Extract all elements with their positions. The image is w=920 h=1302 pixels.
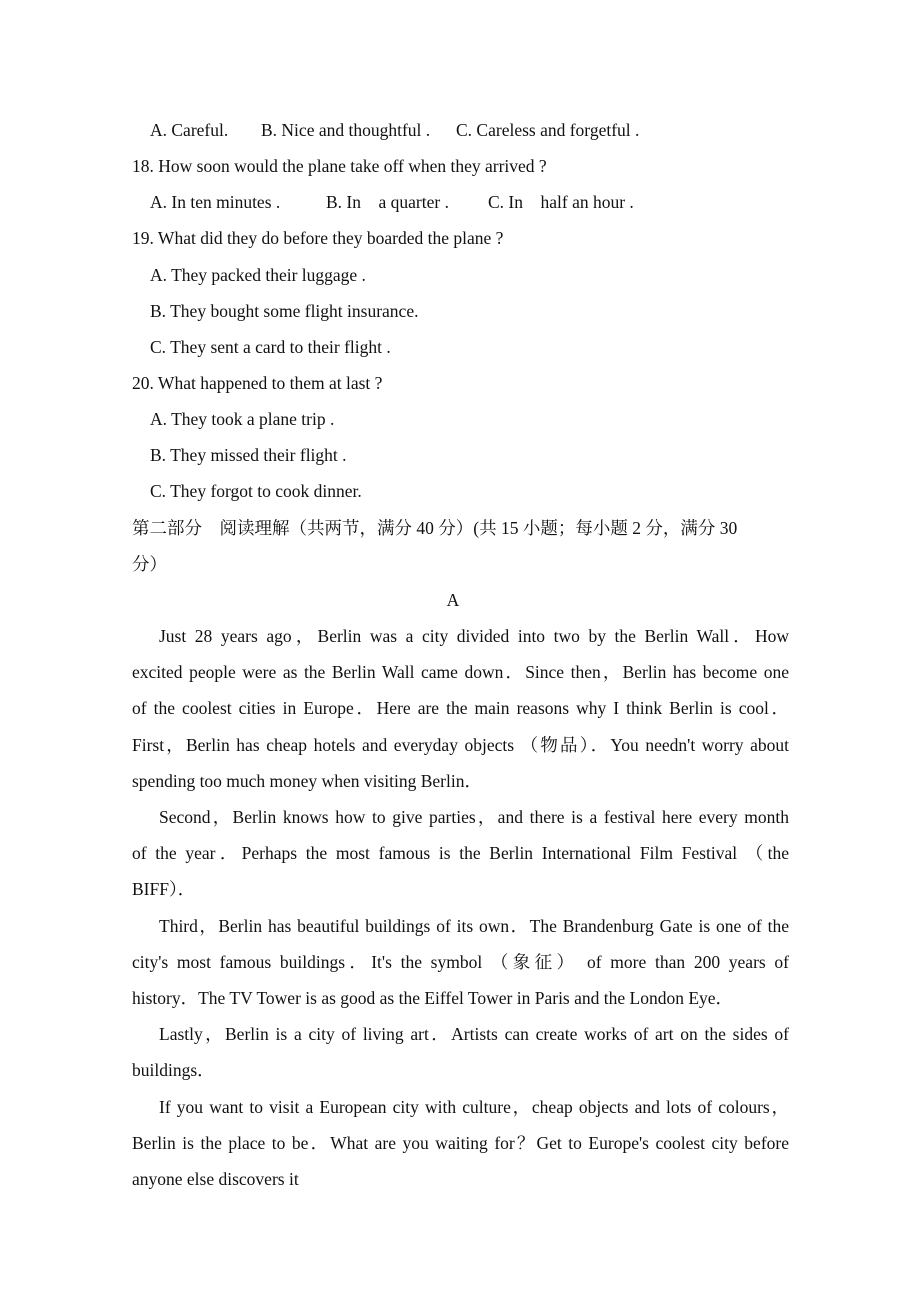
q19-option-c: C. They sent a card to their flight . [150,337,391,357]
passage-line: First，Berlin has cheap hotels and everyday objects （物品）．You needn't worry about [132,735,789,755]
q19-option-b: B. They bought some flight insurance. [150,301,419,321]
passage-line: of the year．Perhaps the most famous is the Berlin International Film Festival （the [132,843,789,863]
q19-question: 19. What did they do before they boarded the plane ? [132,228,504,248]
section-heading-line-2: 分） [132,554,167,574]
section-heading-line-1: 第二部分 阅读理解（共两节，满分 40 分）(共 15 小题；每小题 2 分，满分 30 [132,518,738,538]
q17-option-a: A. Careful. [150,120,229,140]
passage-line: Second，Berlin knows how to give parties，and there is a festival here every month [159,807,789,827]
passage-line: city's most famous buildings．It's the symbol （象征） of more than 200 years of [132,952,789,972]
passage-label: A [446,590,460,610]
passage-line: buildings． [132,1060,215,1080]
passage-line: Berlin is the place to be．What are you waiting for？Get to Europe's coolest city before [132,1133,789,1153]
passage-line: history．The TV Tower is as good as the Eiffel Tower in Paris and the London Eye． [132,988,734,1008]
passage-line: If you want to visit a European city with culture，cheap objects and lots of colours， [159,1097,789,1117]
passage-line: anyone else discovers it [132,1169,299,1189]
passage-line: spending too much money when visiting Berlin． [132,771,482,791]
q20-option-b: B. They missed their flight . [150,445,347,465]
q20-option-c: C. They forgot to cook dinner. [150,481,362,501]
q17-option-c: C. Careless and forgetful . [456,120,640,140]
q20-question: 20. What happened to them at last ? [132,373,383,393]
passage-line: Third，Berlin has beautiful buildings of its own．The Brandenburg Gate is one of the [159,916,789,936]
passage-line: Lastly，Berlin is a city of living art．Artists can create works of art on the sides of [159,1024,789,1044]
q18-option-c: C. In half an hour . [488,192,634,212]
q17-options [150,118,640,142]
q18-option-b: B. In a quarter . [326,192,449,212]
passage-line: excited people were as the Berlin Wall came down．Since then，Berlin has become one [132,662,789,682]
q18-options [150,190,634,214]
q20-option-a: A. They took a plane trip . [150,409,335,429]
q17-option-b: B. Nice and thoughtful . [261,120,431,140]
passage-line: Just 28 years ago，Berlin was a city divided into two by the Berlin Wall．How [159,626,789,646]
q19-option-a: A. They packed their luggage . [150,265,366,285]
q18-question: 18. How soon would the plane take off when they arrived ? [132,156,547,176]
q18-option-a: A. In ten minutes . [150,192,281,212]
passage-line: of the coolest cities in Europe．Here are the main reasons why I think Berlin is cool． [132,698,789,718]
passage-line: BIFF）． [132,879,196,899]
